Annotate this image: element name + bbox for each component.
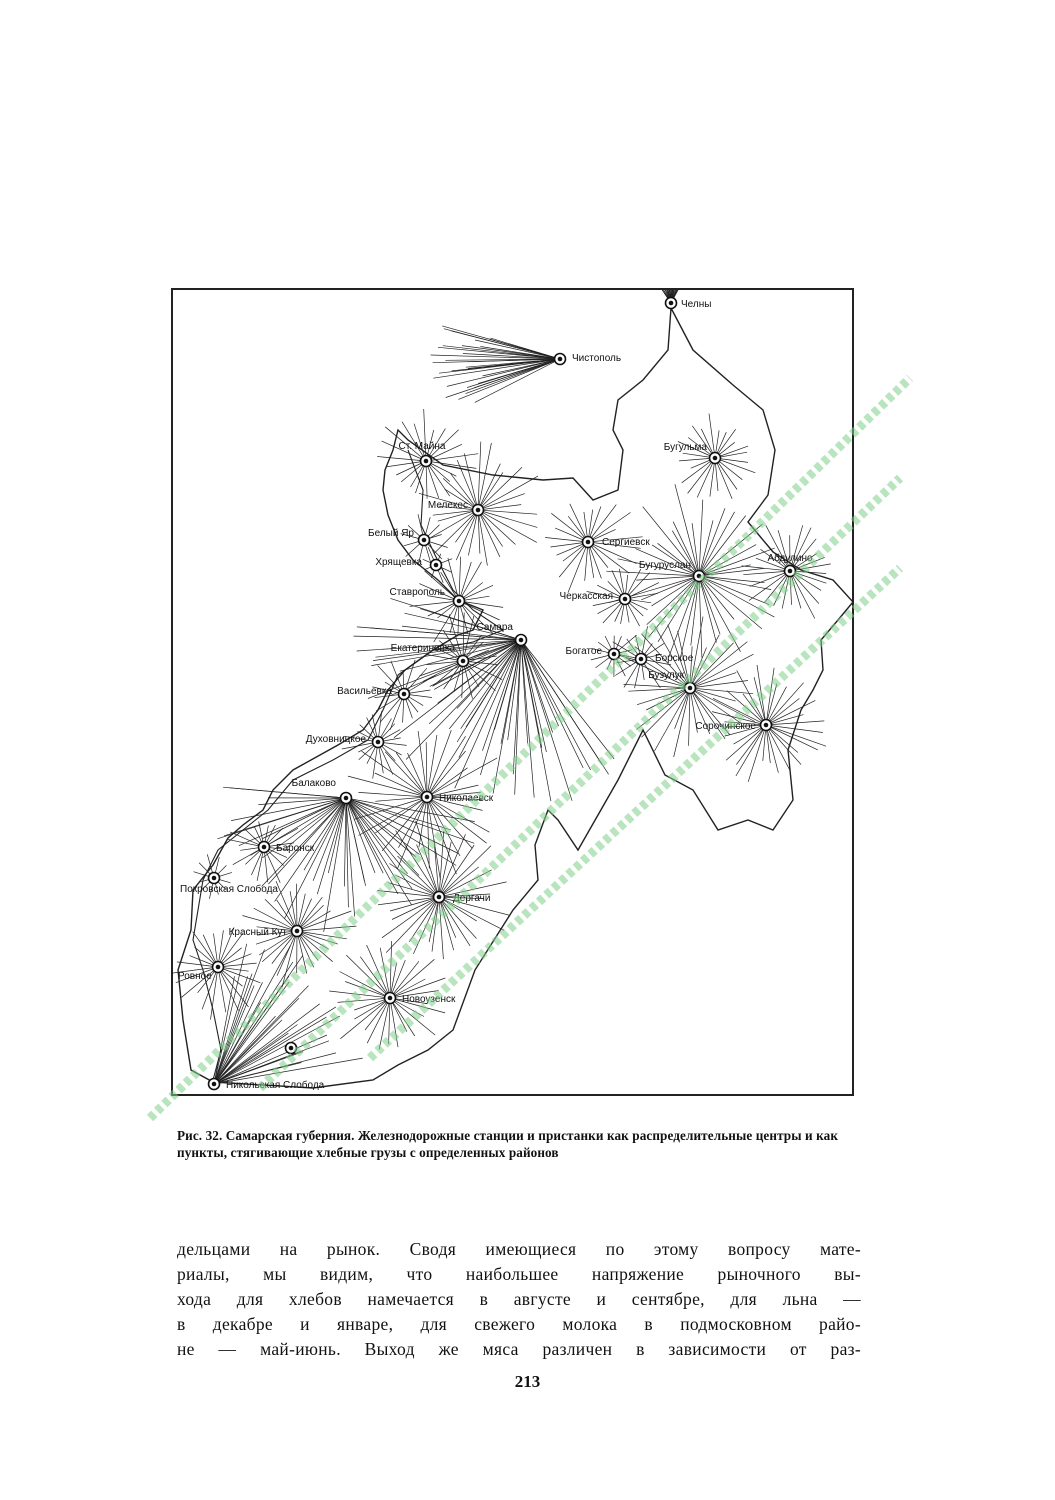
catchment-ray	[590, 290, 671, 303]
catchment-ray	[715, 458, 755, 473]
body-line: риалы, мы видим, что наибольшее напряжение рыночного вы-	[177, 1264, 861, 1284]
catchment-ray	[743, 571, 790, 575]
station-label: Васильевка	[337, 686, 392, 697]
station-dot	[344, 796, 349, 801]
station-dot	[586, 540, 591, 545]
catchment-ray	[690, 642, 747, 688]
station-label: Духовницкое	[305, 734, 366, 745]
catchment-ray	[424, 409, 426, 461]
catchment-ray	[699, 516, 746, 576]
body-line: дельцами на рынок. Сводя имеющиеся по этому вопросу мате-	[177, 1239, 861, 1259]
station-label: Сорочинское	[695, 721, 756, 732]
catchment-ray	[478, 510, 537, 514]
station-dot	[788, 569, 793, 574]
catchment-ray	[410, 601, 459, 606]
catchment-ray	[340, 972, 391, 999]
catchment-ray	[699, 576, 771, 590]
catchment-ray	[214, 974, 252, 1084]
catchment-ray	[699, 576, 702, 658]
map-svg	[173, 290, 856, 1098]
station-dot	[713, 456, 718, 461]
catchment-ray	[427, 736, 466, 797]
station-sergievsk	[583, 537, 651, 549]
station-dot	[262, 845, 267, 850]
catchment-ray	[766, 698, 799, 725]
catchment-ray	[380, 948, 390, 998]
map-figure	[171, 288, 854, 1096]
catchment-ray	[478, 510, 503, 547]
catchment-ray	[296, 884, 297, 931]
catchment-ray	[478, 505, 521, 510]
catchment-ray	[377, 891, 439, 898]
station-borskoe	[636, 653, 694, 665]
catchment-ray	[690, 681, 748, 689]
catchment-ray	[624, 684, 691, 688]
station-bugulma	[664, 442, 721, 464]
catchment-ray	[766, 721, 824, 725]
station-dot	[457, 599, 462, 604]
catchment-ray	[346, 955, 390, 998]
station-dot	[476, 508, 481, 513]
catchment-ray	[778, 530, 790, 571]
station-dot	[519, 638, 524, 643]
station-label: Екатериновка	[390, 643, 455, 654]
body-line: хода для хлебов намечается в августе и сентябре, для льна —	[177, 1289, 861, 1309]
station-label: Абдулино	[767, 553, 813, 564]
station-dot	[424, 459, 429, 464]
station-dergachi	[434, 892, 491, 905]
station-cherkasskaya	[559, 591, 630, 605]
catchment-ray	[608, 290, 671, 303]
catchment-ray	[359, 797, 428, 836]
station-dot	[764, 723, 769, 728]
station-bely-yar	[368, 528, 429, 546]
station-label: Сергиевск	[602, 537, 650, 548]
station-label: Балаково	[291, 778, 336, 789]
station-chistopol	[555, 353, 622, 365]
catchment-ray	[263, 798, 346, 839]
catchment-ray	[444, 329, 560, 359]
station-chelny	[666, 298, 712, 311]
page-number: 213	[514, 1372, 541, 1391]
stations-layer	[178, 298, 813, 1092]
catchment-ray	[218, 967, 226, 1012]
catchment-ray	[699, 576, 734, 619]
catchment-ray	[736, 725, 766, 776]
station-label: Бугуруслан	[638, 560, 691, 571]
station-label: Ставрополь	[389, 587, 445, 598]
catchment-ray	[427, 730, 451, 797]
catchment-ray	[699, 576, 769, 605]
catchment-ray	[439, 846, 491, 897]
catchment-ray	[521, 640, 559, 726]
catchment-ray	[276, 881, 297, 931]
station-label: Покровская Слобода	[180, 884, 278, 895]
station-dot	[376, 740, 381, 745]
catchment-ray	[478, 510, 537, 542]
catchment-ray	[699, 576, 716, 643]
body-line: в декабре и январе, для свежего молока в подмосковном райо-	[177, 1314, 861, 1334]
station-label: Челны	[681, 299, 712, 310]
station-label: Черкасская	[559, 591, 613, 602]
catchment-ray	[459, 562, 482, 601]
catchment-ray	[346, 798, 398, 894]
station-dot	[425, 795, 430, 800]
station-label: Хрящевка	[375, 557, 422, 568]
station-dot	[422, 538, 427, 543]
catchment-ray	[607, 290, 671, 303]
body-line: не — май-июнь. Выход же мяса различен в зависимости от раз-	[177, 1339, 861, 1359]
catchment-ray	[680, 576, 699, 660]
catchment-ray	[559, 542, 588, 577]
station-label: Самара	[476, 622, 513, 633]
station-dot	[216, 965, 221, 970]
station-label: Борское	[655, 653, 694, 664]
catchment-ray	[652, 576, 700, 606]
catchment-ray	[427, 751, 466, 797]
volga-river	[193, 450, 503, 1080]
catchment-ray	[689, 688, 690, 746]
station-baronsk	[259, 842, 315, 855]
catchment-ray	[456, 510, 478, 560]
station-label: Никольская Слобода	[226, 1080, 325, 1091]
catchment-ray	[478, 510, 500, 557]
catchment-ray	[346, 798, 408, 874]
catchment-ray	[358, 792, 427, 797]
catchment-ray	[360, 957, 390, 998]
station-dot	[688, 686, 693, 691]
station-label: Бугульма	[663, 442, 707, 453]
station-label: Дергачи	[453, 893, 491, 904]
figure-caption: Рис. 32. Самарская губерния. Железнодорожные станции и пристанки как распределительные центры и как пункты, стягивающие хлебные грузы с определенных районов	[177, 1128, 839, 1160]
station-dot	[437, 895, 442, 900]
catchment-ray	[478, 510, 537, 527]
station-dot	[612, 652, 617, 657]
station-dot	[461, 659, 466, 664]
catchment-ray	[214, 1025, 298, 1085]
catchment-ray	[766, 700, 815, 725]
station-unnamed	[286, 1043, 297, 1054]
station-label: Ровное	[178, 971, 212, 982]
station-label: Бузулук	[648, 670, 684, 681]
catchment-ray	[396, 875, 440, 897]
station-label: Белый Яр	[368, 528, 414, 539]
catchment-ray	[604, 290, 671, 303]
catchment-ray	[593, 290, 671, 303]
station-dot	[402, 692, 407, 697]
catchment-ray	[409, 897, 439, 942]
catchment-ray	[297, 931, 338, 944]
station-label: Баронск	[276, 843, 315, 854]
catchment-ray	[690, 643, 734, 688]
station-dot	[212, 1082, 217, 1087]
station-label: Ст. Майна	[398, 441, 446, 452]
station-khryashchevka	[375, 557, 441, 571]
catchment-ray	[367, 945, 390, 998]
catchment-ray	[297, 926, 356, 931]
catchment-ray	[426, 742, 427, 797]
catchment-ray	[427, 735, 437, 797]
catchment-ray	[766, 668, 774, 725]
station-dot	[669, 301, 674, 306]
catchment-ray	[386, 897, 439, 953]
catchment-ray	[699, 524, 762, 576]
catchment-ray	[475, 340, 560, 359]
catchment-ray	[463, 613, 464, 661]
station-dot	[697, 574, 702, 579]
catchment-ray	[439, 897, 470, 946]
station-pokrovskaya	[180, 873, 278, 896]
station-dot	[623, 597, 628, 602]
station-dot	[558, 357, 563, 362]
station-dot	[295, 929, 300, 934]
catchment-ray	[214, 1016, 276, 1084]
station-label: Чистополь	[572, 353, 622, 364]
station-label: Красный Кут	[228, 927, 287, 938]
catchment-ray	[344, 798, 346, 886]
station-dot	[289, 1046, 294, 1051]
catchment-ray	[229, 788, 346, 798]
catchment-ray	[459, 557, 461, 601]
catchment-ray	[463, 661, 496, 691]
station-nikolskaya	[209, 1079, 325, 1092]
station-label: Николаевск	[439, 793, 494, 804]
station-label: Новоузенск	[402, 994, 456, 1005]
station-label: Богатое	[565, 646, 602, 657]
catchment-ray	[427, 758, 497, 797]
catchment-ray	[377, 457, 426, 462]
catchment-ray	[214, 982, 289, 1084]
catchment-ray	[447, 359, 560, 386]
catchment-ray	[480, 640, 521, 775]
station-dot	[388, 996, 393, 1001]
station-dot	[639, 657, 644, 662]
station-label: Мелекес	[427, 500, 468, 511]
catchment-ray	[385, 752, 427, 797]
catchment-ray	[766, 725, 798, 753]
catchment-ray	[348, 776, 427, 797]
station-dot	[212, 876, 217, 881]
station-dot	[434, 563, 439, 568]
catchment-ray	[545, 538, 588, 543]
catchment-ray	[338, 998, 390, 1002]
body-text	[177, 1237, 861, 1362]
catchment-ray	[699, 508, 725, 576]
station-novouzensk	[385, 993, 456, 1006]
catchment-rays	[173, 290, 831, 1084]
catchment-ray	[641, 576, 699, 600]
